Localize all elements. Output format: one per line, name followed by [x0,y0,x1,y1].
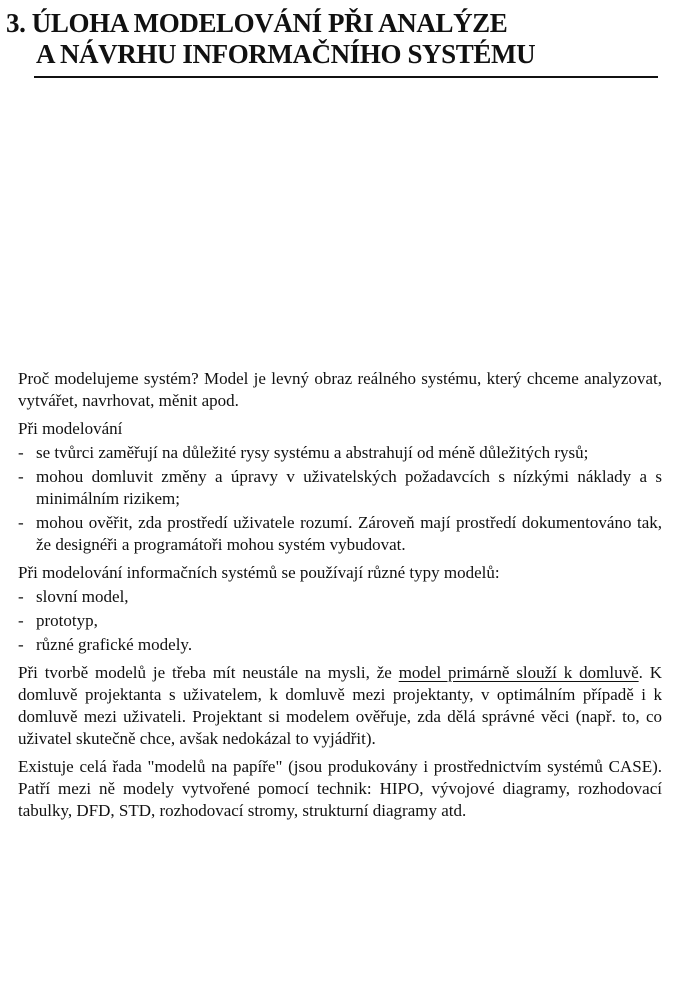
purpose-key-phrase: model primárně slouží k domluvě [398,663,639,682]
chapter-title [6,8,656,70]
list-item: - mohou ověřit, zda prostředí uživatele rozumí. Zároveň mají prostředí dokumentováno tak, že designéři a programátoři mohou systém vybudovat. [18,512,662,556]
model-types-lead: Při modelování informačních systémů se používají různé typy modelů: [18,563,500,582]
purpose-paragraph [18,662,662,750]
intro-paragraph: Proč modelujeme systém? Model je levný obraz reálného systému, který chceme analyzovat, vytvářet, navrhovat, měnit apod. [18,369,662,410]
model-types-list [18,586,662,656]
list-item: - prototyp, [18,610,662,632]
body-text [18,368,662,828]
list-item: - mohou domluvit změny a úpravy v uživatelských požadavcích s nízkými náklady a s minimálním rizikem; [18,466,662,510]
modeling-benefits-list [18,442,662,556]
purpose-text-before: Při tvorbě modelů je třeba mít neustále na mysli, že [18,663,399,682]
list-item: - různé grafické modely. [18,634,662,656]
title-underline-rule [34,76,658,78]
chapter-title-line-2: A NÁVRHU INFORMAČNÍHO SYSTÉMU [36,39,536,69]
paper-models-paragraph: Existuje celá řada "modelů na papíře" (jsou produkovány i prostřednictvím systémů CASE). Patří mezi ně modely vytvořené pomocí technik: HIPO, vývojové diagramy, rozhodovací tabulky, DFD, STD, rozhodovací stromy, strukturní diagramy atd. [18,757,662,820]
modeling-lead: Při modelování [18,419,123,438]
list-item: - se tvůrci zaměřují na důležité rysy systému a abstrahují od méně důležitých rysů; [18,442,662,464]
chapter-title-line-1: 3. ÚLOHA MODELOVÁNÍ PŘI ANALÝZE [6,8,508,38]
purpose-text-after: . K domluvě projektanta s uživatelem, k domluvě mezi projektanty, v optimálním případě i k domluvě mezi uživateli. Projektant si modelem ověřuje, zda dělá správné věci (např. to, co uživatel skutečně chce, avšak nedokázal to vyjádřit). [18,663,663,748]
list-item: - slovní model, [18,586,662,608]
